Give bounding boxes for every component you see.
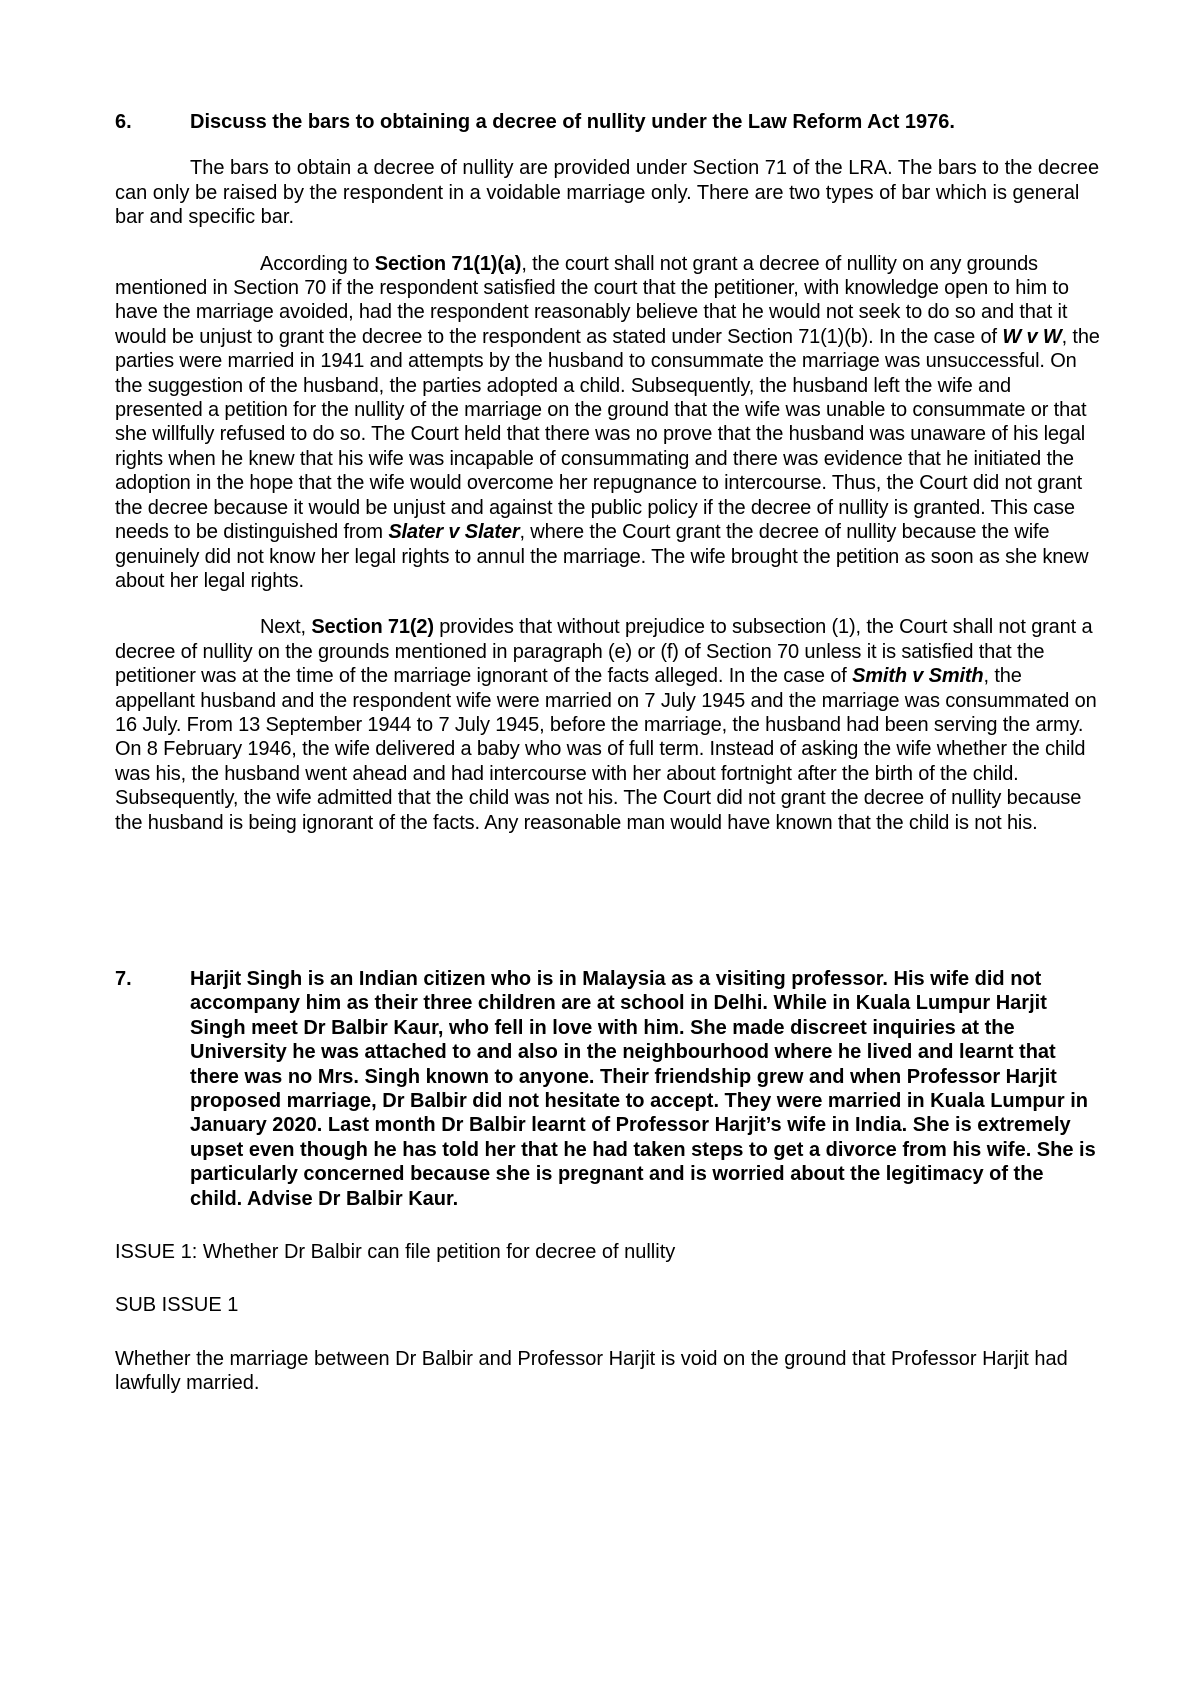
sub-issue-1-text: Whether the marriage between Dr Balbir and Professor Harjit is void on the ground that Professor Harjit had lawfully married. xyxy=(115,1347,1068,1395)
para-lead: According to xyxy=(260,252,375,275)
question-6-text: Discuss the bars to obtaining a decree of nullity under the Law Reform Act 1976. xyxy=(190,111,955,133)
para-text: , the appellant husband and the respondent wife were married on 7 July 1945 and the marriage was consummated on 16 July. From 13 September 1944 to 7 July 1945, before the marriage, the husband had been serving the army. On 8 February 1946, the wife delivered a baby who was of full term. Instead of asking the wife whether the child was his, the husband went ahead and had intercourse with her about fortnight after the birth of the child. Subsequently, the wife admitted that the child was not his. The Court did not grant the decree of nullity because the husband is being ignorant of the facts. Any reasonable man would have known that the child is not his. xyxy=(115,665,1097,834)
q6-section-71-1-paragraph xyxy=(115,252,1100,594)
statute-reference: Section 71(2) xyxy=(311,616,434,639)
case-name: Smith v Smith xyxy=(852,665,984,688)
issue-1-heading: ISSUE 1: Whether Dr Balbir can file petition for decree of nullity xyxy=(115,1241,676,1264)
question-7-heading xyxy=(115,967,1100,1211)
para-text: , where the Court grant the decree of nullity because the wife genuinely did not know her legal rights to annul the marriage. The wife brought the petition as soon as she knew about her legal rights. xyxy=(115,521,1089,592)
document-page xyxy=(115,110,1100,1396)
q6-section-71-2-paragraph xyxy=(115,615,1100,835)
para-text: , the court shall not grant a decree of nullity on any grounds mentioned in Section 70 if the respondent satisfied the court that the petitioner, with knowledge open to him to have the marriage avoided, had the respondent reasonably believe that he would not seek to do so and that it would be unjust to grant the decree to the respondent as stated under Section 71(1)(b). In the case of xyxy=(115,252,1069,348)
sub-issue-1-heading: SUB ISSUE 1 xyxy=(115,1294,239,1317)
question-6-heading xyxy=(115,110,1100,134)
para-text: , the parties were married in 1941 and attempts by the husband to consummate the marriage was unsuccessful. On the suggestion of the husband, the parties adopted a child. Subsequently, the husband left the wife and presented a petition for the nullity of the marriage on the ground that the wife was unable to consummate or that she willfully refused to do so. The Court held that there was no prove that the husband was unaware of his legal rights when he knew that his wife was incapable of consummating and there was evidence that he initiated the adoption in the hope that the wife would overcome her repugnance to intercourse. Thus, the Court did not grant the decree because it would be unjust and against the public policy if the decree of nullity is granted. This case needs to be distinguished from xyxy=(115,325,1100,544)
case-name: Slater v Slater xyxy=(388,521,520,544)
para-lead: Next, xyxy=(260,616,312,639)
para-text: provides that without prejudice to subsection (1), the Court shall not grant a decree of nullity on the grounds mentioned in paragraph (e) or (f) of Section 70 unless it is satisfied that the petitioner was at the time of the marriage ignorant of the facts alleged. In the case of xyxy=(115,616,1093,688)
question-7-number: 7. xyxy=(115,967,132,990)
question-6-number: 6. xyxy=(115,111,132,133)
case-name: W v W xyxy=(1002,325,1062,348)
statute-reference: Section 71(1)(a) xyxy=(374,252,522,275)
question-7-text: Harjit Singh is an Indian citizen who is in Malaysia as a visiting professor. His wife did not accompany him as their three children are at school in Delhi. While in Kuala Lumpur Harjit Singh meet Dr Balbir Kaur, who fell in love with him. She made discreet inquiries at the University he was attached to and also in the neighbourhood where he lived and learnt that there was no Mrs. Singh known to anyone. Their friendship grew and when Professor Harjit proposed marriage, Dr Balbir did not hesitate to accept. They were married in Kuala Lumpur in January 2020. Last month Dr Balbir learnt of Professor Harjit’s wife in India. She is extremely upset even though he has told her that he had taken steps to get a divorce from his wife. She is particularly concerned because she is pregnant and is worried about the legitimacy of the child. Advise Dr Balbir Kaur. xyxy=(190,967,1096,1210)
q6-intro-paragraph: The bars to obtain a decree of nullity are provided under Section 71 of the LRA. The bars to the decree can only be raised by the respondent in a voidable marriage only. There are two types of bar which is general bar and specific bar. xyxy=(115,157,1100,229)
